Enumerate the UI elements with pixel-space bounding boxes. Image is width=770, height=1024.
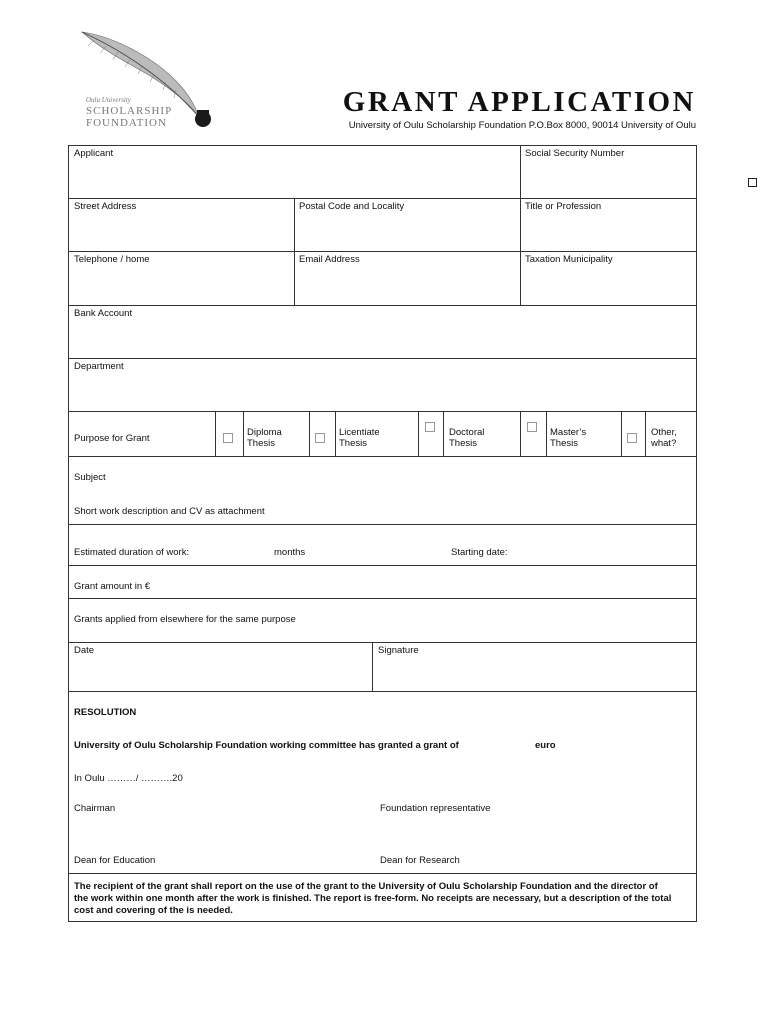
euro-label: euro bbox=[535, 740, 556, 751]
licentiate-checkbox[interactable] bbox=[315, 433, 325, 443]
street-label: Street Address bbox=[74, 201, 137, 212]
diploma-option: Diploma Thesis bbox=[247, 427, 282, 449]
page-title: GRANT APPLICATION bbox=[342, 86, 696, 118]
masters-option: Master’s Thesis bbox=[550, 427, 587, 449]
short-work-label: Short work description and CV as attachment bbox=[74, 506, 265, 517]
logo-line-1: Oulu University bbox=[86, 96, 131, 104]
postal-label: Postal Code and Locality bbox=[299, 201, 405, 212]
logo-line-3: FOUNDATION bbox=[86, 117, 167, 129]
grants-elsewhere-label: Grants applied from elsewhere for the same purpose bbox=[74, 614, 296, 625]
other-checkbox[interactable] bbox=[627, 433, 637, 443]
telephone-label: Telephone / home bbox=[74, 254, 150, 265]
department-label: Department bbox=[74, 361, 124, 372]
taxation-label: Taxation Municipality bbox=[525, 254, 613, 265]
subject-label: Subject bbox=[74, 472, 106, 483]
title-profession-label: Title or Profession bbox=[525, 201, 602, 212]
page-subtitle: University of Oulu Scholarship Foundation P.O.Box 8000, 90014 University of Oulu bbox=[348, 120, 696, 131]
licentiate-option: Licentiate Thesis bbox=[339, 427, 380, 449]
applicant-label: Applicant bbox=[74, 148, 114, 159]
months-label: months bbox=[274, 547, 306, 558]
dean-education-label: Dean for Education bbox=[74, 855, 156, 866]
duration-label: Estimated duration of work: bbox=[74, 547, 190, 558]
purpose-label: Purpose for Grant bbox=[74, 433, 150, 444]
chairman-label: Chairman bbox=[74, 803, 116, 814]
in-oulu-date: In Oulu ………/ ……….20 bbox=[74, 773, 183, 784]
starting-date-label: Starting date: bbox=[451, 547, 508, 558]
margin-checkbox[interactable] bbox=[748, 178, 757, 187]
report-notice: The recipient of the grant shall report on the use of the grant to the University of Oulu Scholarship Foundation and the director of the work within one month after the work is finished. The report is free-form. No receipts are necessary, but a description of the total cost and covering of the is needed. bbox=[74, 881, 672, 916]
granted-text: University of Oulu Scholarship Foundation working committee has granted a grant of bbox=[74, 740, 459, 751]
doctoral-checkbox[interactable] bbox=[425, 422, 435, 432]
resolution-heading: RESOLUTION bbox=[74, 707, 137, 718]
foundation-logo bbox=[72, 30, 222, 130]
dean-research-label: Dean for Research bbox=[380, 855, 460, 866]
bank-label: Bank Account bbox=[74, 308, 133, 319]
logo-line-2: SCHOLARSHIP bbox=[86, 105, 173, 117]
signature-label: Signature bbox=[378, 645, 419, 656]
ssn-label: Social Security Number bbox=[525, 148, 625, 159]
email-label: Email Address bbox=[299, 254, 360, 265]
grant-amount-label: Grant amount in € bbox=[74, 581, 151, 592]
foundation-representative-label: Foundation representative bbox=[380, 803, 491, 814]
masters-checkbox[interactable] bbox=[527, 422, 537, 432]
date-label: Date bbox=[74, 645, 95, 656]
doctoral-option: Doctoral Thesis bbox=[449, 427, 485, 449]
grant-form bbox=[68, 145, 697, 922]
diploma-checkbox[interactable] bbox=[223, 433, 233, 443]
other-option: Other, what? bbox=[651, 427, 677, 449]
